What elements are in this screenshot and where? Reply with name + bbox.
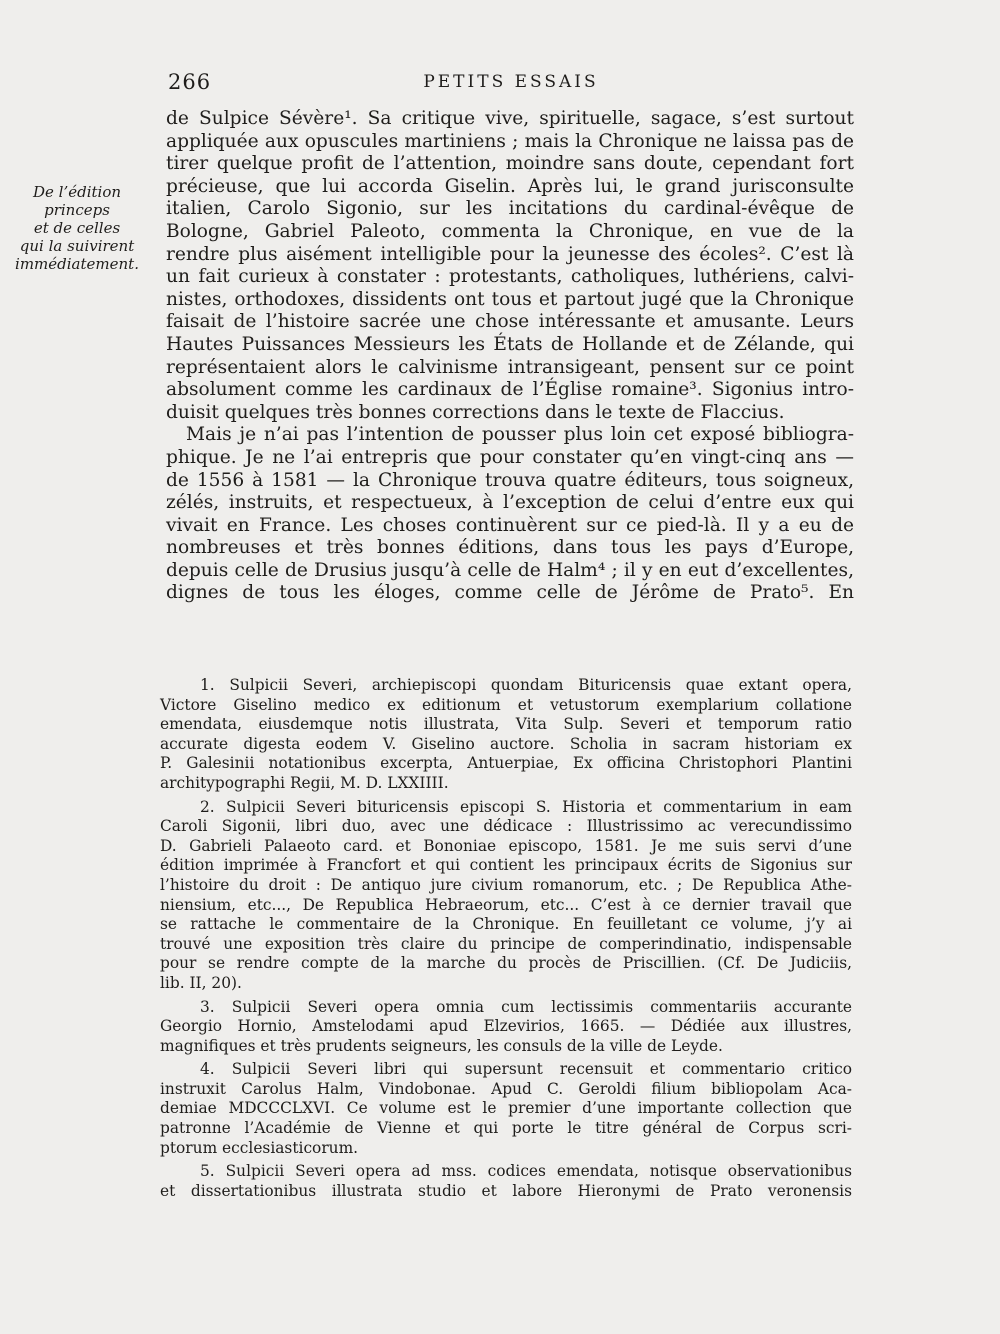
footnote-line: édition imprimée à Francfort et qui contient les principaux écrits de Sigonius sur [160, 856, 852, 875]
text-line: duisit quelques très bonnes corrections dans le texte de Flaccius. [166, 401, 785, 423]
footnote-line: lib. II, 20). [160, 973, 242, 992]
footnote-line: 5. Sulpicii Severi opera ad mss. codices emendata, notisque observationibus [200, 1162, 852, 1181]
footnote-line: l’histoire du droit : De antiquo jure civium romanorum, etc. ; De Republica Athe- [160, 875, 852, 894]
text-line: nombreuses et très bonnes éditions, dans tous les pays d’Europe, [166, 537, 854, 559]
text-line: absolument comme les cardinaux de l’Église romaine³. Sigonius intro- [166, 379, 854, 401]
footnote-line: instruxit Carolus Halm, Vindobonae. Apud C. Geroldi filium bibliopolam Aca- [160, 1079, 852, 1098]
footnote-line: P. Galesinii notationibus excerpta, Antuerpiae, Ex officina Christophori Plantini [160, 754, 852, 773]
text-line: faisait de l’histoire sacrée une chose intéressante et amusante. Leurs [166, 311, 854, 333]
footnote-line: ptorum ecclesiasticorum. [160, 1138, 359, 1157]
footnote-line: niensium, etc..., De Republica Hebraeorum, etc... C’est à ce dernier travail que [160, 895, 852, 914]
text-line: nistes, orthodoxes, dissidents ont tous et partout jugé que la Chronique [166, 288, 854, 310]
margin-note-line: immédiatement. [15, 255, 139, 273]
footnote-line: demiae MDCCCLXVI. Ce volume est le premier d’une importante collection que [160, 1099, 852, 1118]
footnote-line: emendata, eiusdemque notis illustrata, Vita Sulp. Severi et temporum ratio [160, 715, 852, 734]
footnote-line: se rattache le commentaire de la Chronique. En feuilletant ce volume, j’y ai [160, 915, 852, 934]
text-line: Hautes Puissances Messieurs les États de Hollande et de Zélande, qui [166, 333, 854, 355]
margin-note-line: De l’édition [32, 183, 122, 201]
footnote-line: et dissertationibus illustrata studio et labore Hieronymi de Prato veronensis [160, 1181, 852, 1200]
footnote-line: 2. Sulpicii Severi bituricensis episcopi S. Historia et commentarium in eam [200, 797, 852, 816]
text-line: tirer quelque profit de l’attention, moindre sans doute, cependant fort [166, 153, 854, 175]
footnote-line: 1. Sulpicii Severi, archiepiscopi quondam Bituricensis quae extant opera, [200, 676, 852, 694]
margin-note-line: et de celles [33, 219, 121, 237]
margin-note-line: qui la suivirent [19, 237, 135, 255]
page-header [168, 70, 854, 98]
footnote-line: trouvé une exposition très claire du principe de comperindinatio, indispensable [160, 934, 852, 953]
footnote-line: 3. Sulpicii Severi opera omnia cum lectissimis commentariis accurante [200, 997, 852, 1016]
footnote-line: Caroli Sigonii, libri duo, avec une dédicace : Illustrissimo ac verecundissimo [160, 817, 852, 836]
page-number: 266 [168, 70, 212, 94]
main-text [166, 108, 854, 605]
footnote-line: 4. Sulpicii Severi libri qui supersunt recensuit et commentario critico [200, 1060, 852, 1079]
text-line: Mais je n’ai pas l’intention de pousser plus loin cet exposé bibliogra- [186, 424, 854, 446]
text-line: italien, Carolo Sigonio, sur les incitations du cardinal-évêque de [166, 198, 854, 220]
text-line: précieuse, que lui accorda Giselin. Après lui, le grand jurisconsulte [166, 175, 854, 197]
margin-note-line: princeps [44, 201, 110, 219]
text-line: Bologne, Gabriel Paleoto, commenta la Chronique, en vue de la [166, 220, 854, 242]
text-line: depuis celle de Drusius jusqu’à celle de Halm⁴ ; il y en eut d’excellentes, [166, 559, 854, 581]
footnote-line: Victore Giselino medico ex editionum et vetustorum exemplarium collatione [160, 695, 852, 714]
footnotes [160, 676, 852, 1201]
text-line: zélés, instruits, et respectueux, à l’exception de celui d’entre eux qui [166, 492, 854, 514]
text-line: appliquée aux opuscules martiniens ; mais la Chronique ne laissa pas de [166, 130, 854, 152]
running-title: PETITS ESSAIS [423, 72, 599, 92]
footnote-line: D. Gabrieli Palaeoto card. et Bononiae episcopo, 1581. Je me suis servi d’une [160, 836, 852, 855]
text-line: phique. Je ne l’ai entrepris que pour constater qu’en vingt-cinq ans — [166, 446, 854, 468]
text-line: vivait en France. Les choses continuèrent sur ce pied-là. Il y a eu de [166, 514, 854, 536]
text-line: de 1556 à 1581 — la Chronique trouva quatre éditeurs, tous soigneux, [166, 469, 854, 491]
footnote-line: pour se rendre compte de la marche du procès de Priscillien. (Cf. De Judiciis, [160, 954, 852, 973]
footnote-line: magnifiques et très prudents seigneurs, les consuls de la ville de Leyde. [160, 1036, 723, 1055]
footnote-line: architypographi Regii, M. D. LXXIIII. [160, 773, 449, 792]
text-line: un fait curieux à constater : protestants, catholiques, luthériens, calvi- [166, 266, 854, 288]
text-line: de Sulpice Sévère¹. Sa critique vive, spirituelle, sagace, s’est surtout [166, 108, 854, 129]
footnote-line: accurate digesta eodem V. Giselino auctore. Scholia in sacram historiam ex [160, 734, 852, 753]
footnote-line: Georgio Hornio, Amstelodami apud Elzevirios, 1665. — Dédiée aux illustres, [160, 1017, 852, 1036]
text-line: rendre plus aisément intelligible pour la jeunesse des écoles². C’est là [166, 243, 854, 265]
text-line: dignes de tous les éloges, comme celle de Jérôme de Prato⁵. En [166, 582, 854, 604]
footnote-line: patronne l’Académie de Vienne et qui porte le titre général de Corpus scri- [160, 1119, 852, 1138]
text-line: représentaient alors le calvinisme intransigeant, pensent sur ce point [166, 356, 854, 378]
margin-note [2, 183, 152, 273]
